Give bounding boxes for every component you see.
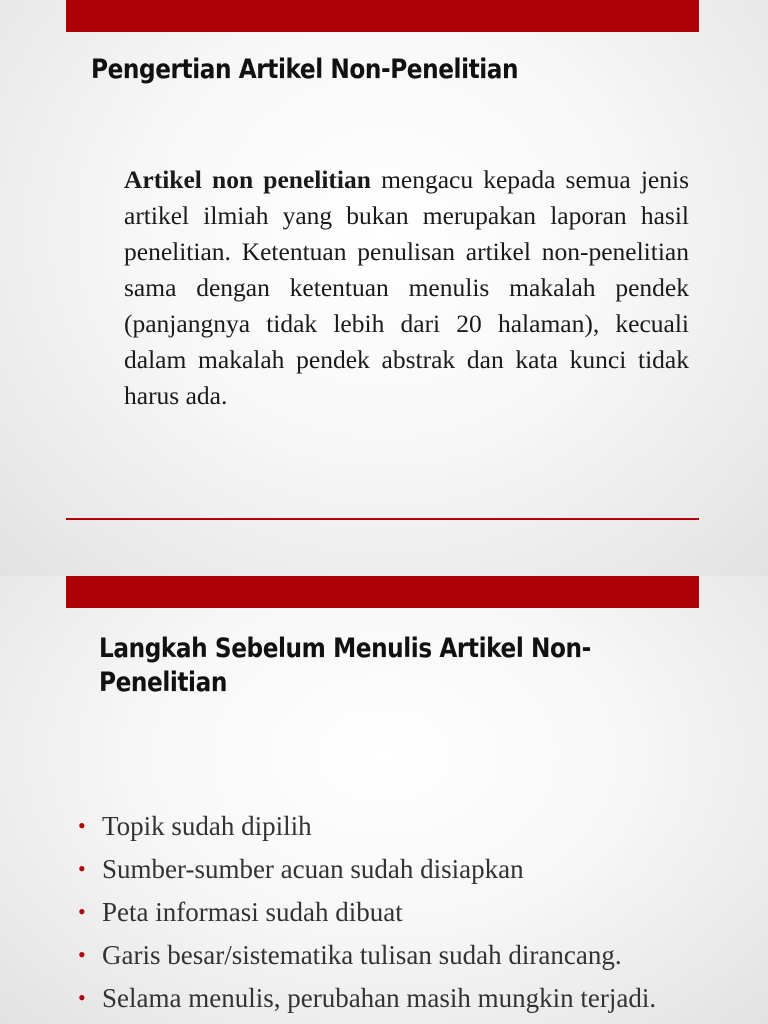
bullet-list	[78, 806, 656, 1021]
slide-2-title-line-1: Langkah Sebelum Menulis Artikel Non-	[99, 633, 591, 664]
bullet-text: Selama menulis, perubahan masih mungkin terjadi.	[102, 983, 657, 1013]
bullet-item	[78, 806, 656, 849]
bullet-text: Peta informasi sudah dibuat	[102, 897, 403, 927]
bullet-icon: •	[78, 985, 86, 1010]
bullet-item	[78, 935, 656, 978]
slide-1-header-bar	[66, 0, 699, 32]
bullet-text: Garis besar/sistematika tulisan sudah dirancang.	[102, 940, 622, 970]
bullet-text: Sumber-sumber acuan sudah disiapkan	[102, 854, 524, 884]
bullet-icon: •	[78, 899, 86, 924]
bullet-item	[78, 978, 656, 1021]
slide-2-title-line-2: Penelitian	[99, 667, 227, 698]
slide-2	[0, 576, 768, 1024]
slide-2-header-bar	[66, 576, 699, 608]
bullet-icon: •	[78, 813, 86, 838]
body-definition: mengacu kepada semua jenis artikel ilmiah yang bukan merupakan laporan hasil penelitian. Ketentuan penulisan artikel non-penelitian sama dengan ketentuan menulis makalah pendek (panjangnya tidak lebih dari 20 halaman), kecuali dalam makalah pendek abstrak dan kata kunci tidak harus ada.	[124, 165, 689, 410]
bullet-icon: •	[78, 856, 86, 881]
body-term: Artikel non penelitian	[124, 165, 371, 194]
slide-1-title: Pengertian Artikel Non-Penelitian	[91, 54, 519, 85]
slide-1-divider	[66, 518, 699, 520]
slide-2-title	[99, 632, 667, 700]
bullet-item	[78, 892, 656, 935]
bullet-item	[78, 849, 656, 892]
bullet-text: Topik sudah dipilih	[102, 811, 312, 841]
bullet-icon: •	[78, 942, 86, 967]
slide-1-body	[124, 162, 689, 414]
